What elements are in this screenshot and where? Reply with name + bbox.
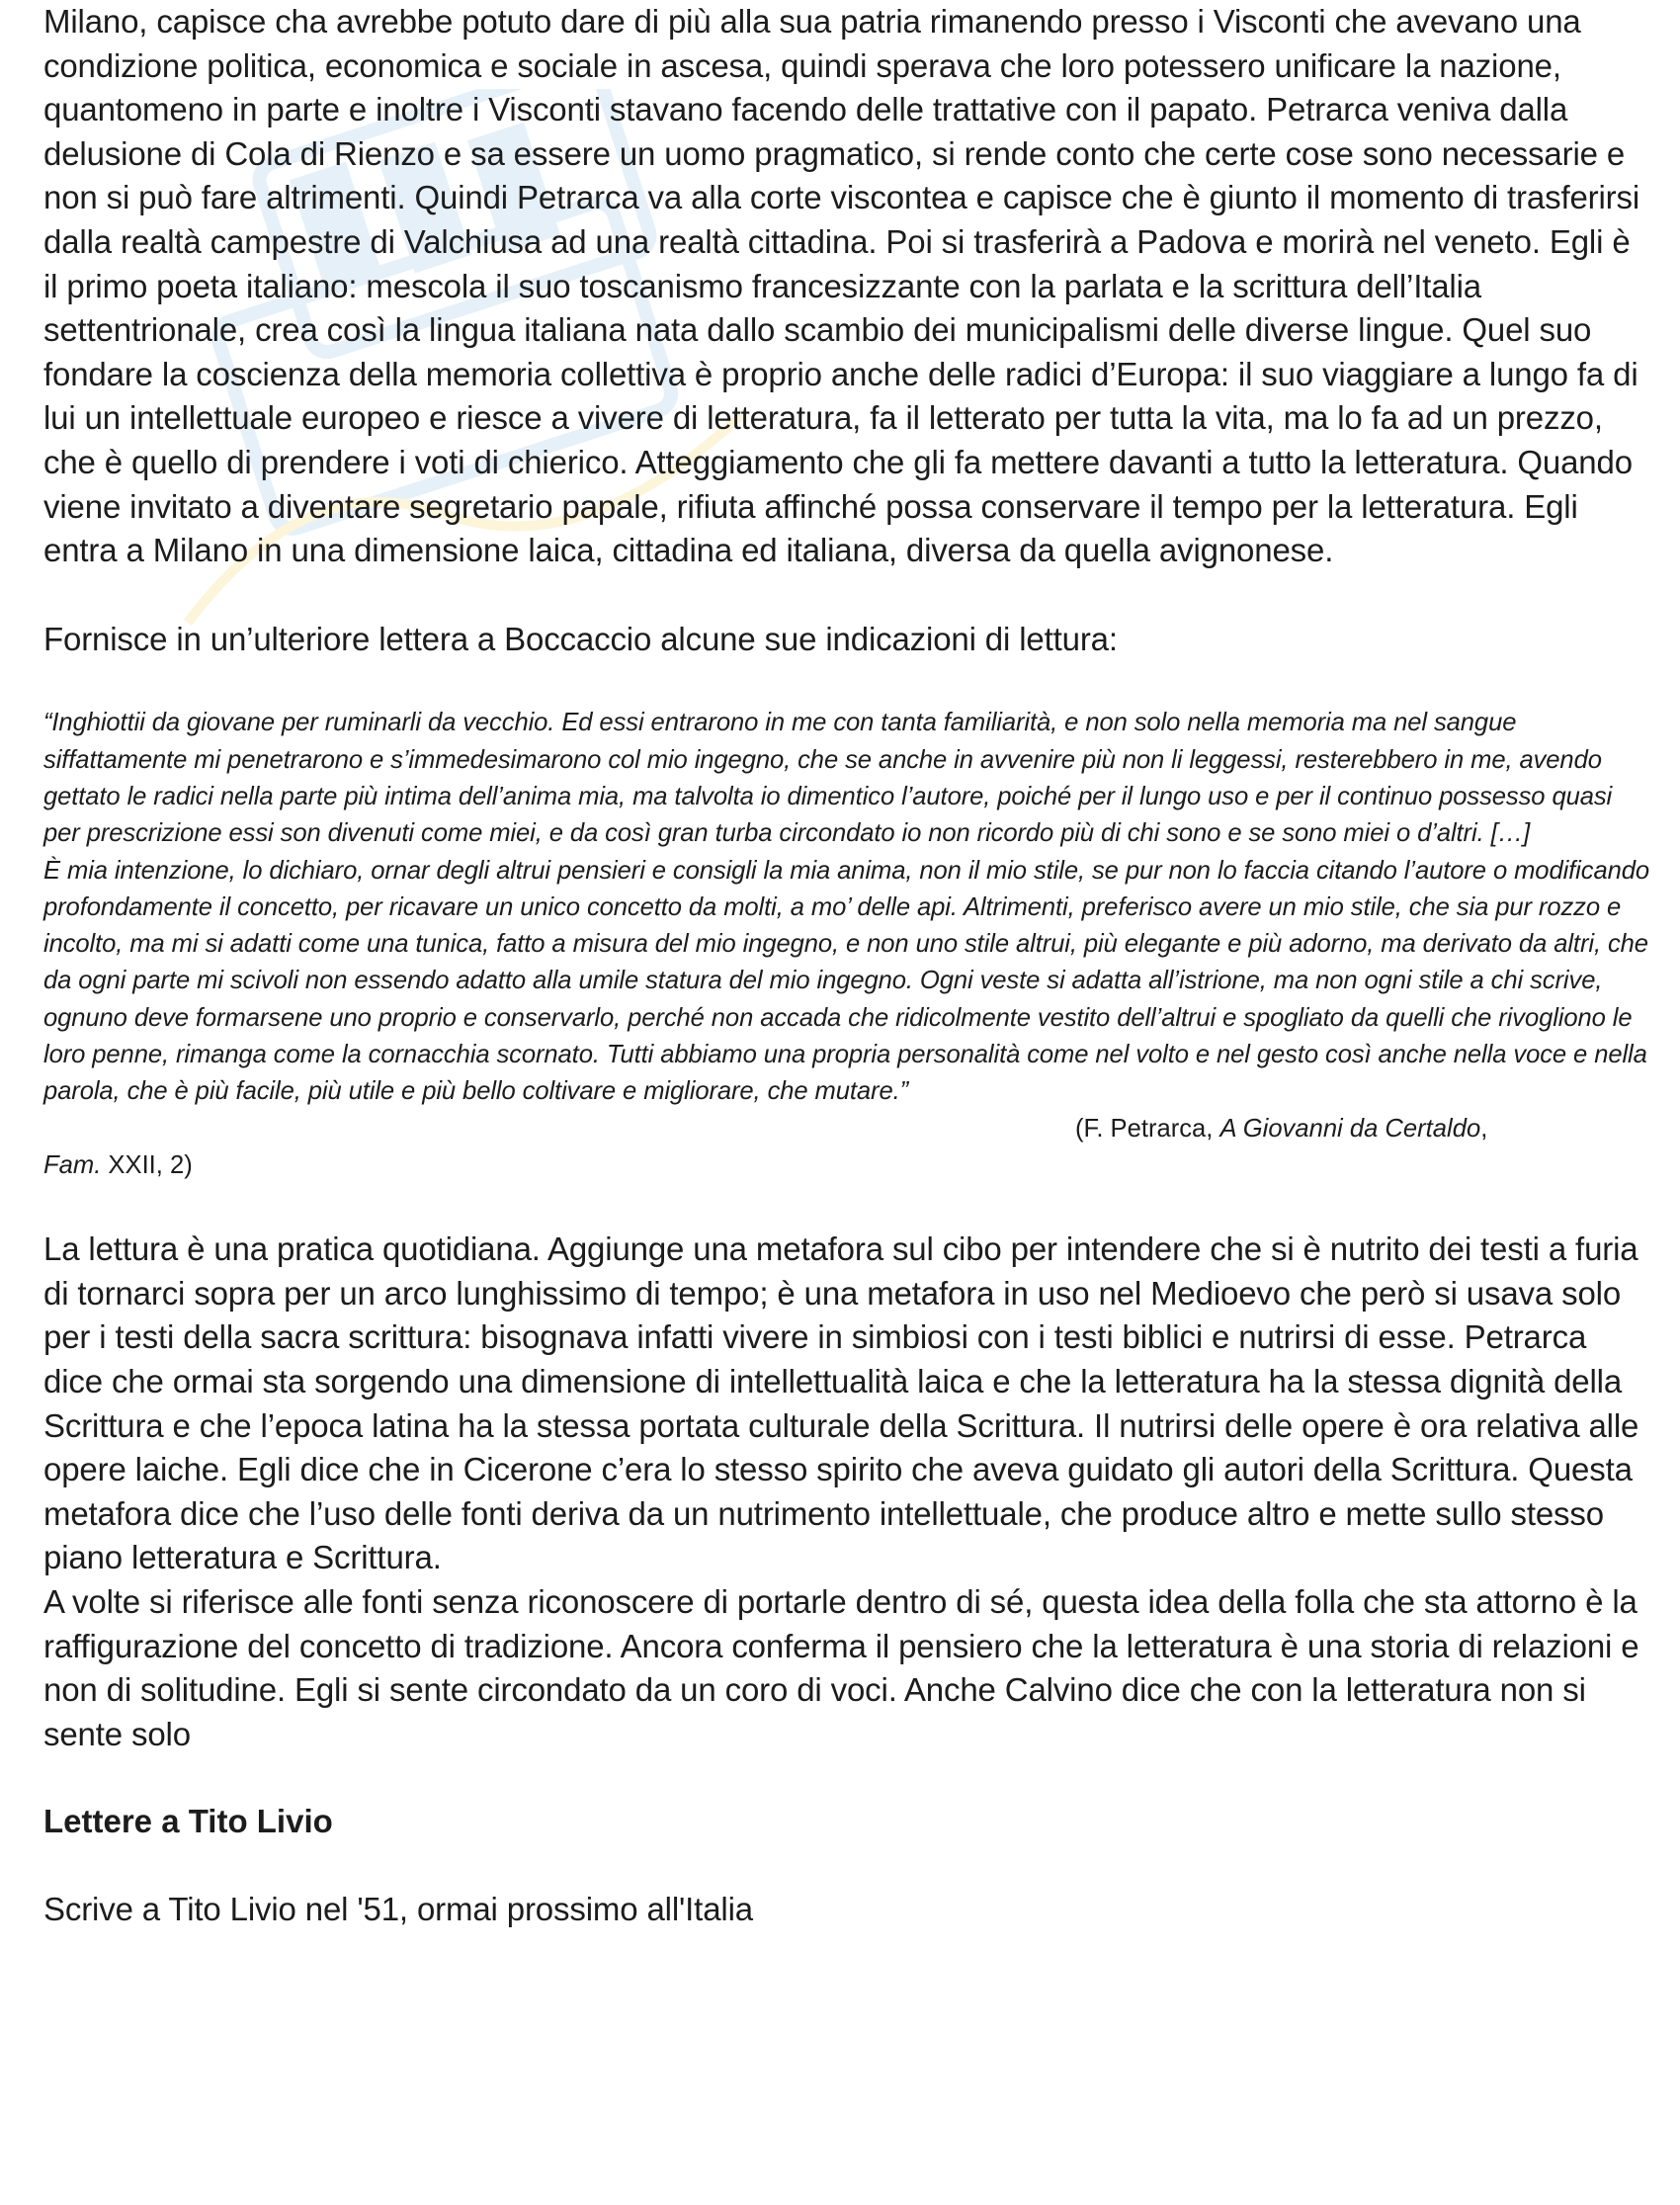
citation-source: Fam.	[43, 1150, 102, 1179]
last-line: Scrive a Tito Livio nel '51, ormai prossimo all'Italia	[43, 1890, 753, 1927]
citation-comma: ,	[1480, 1114, 1488, 1143]
intro-line: Fornisce in un’ulteriore lettera a Boccaccio alcune sue indicazioni di lettura:	[43, 620, 1118, 657]
citation-line-1	[43, 1111, 1649, 1147]
block-quote	[43, 705, 1649, 1110]
quote-part-2: È mia intenzione, lo dichiaro, ornar degli altrui pensieri e consigli la mia anima, non il mio stile, se pur non lo faccia citando l’autore o modificando profondamente il concetto, per ricavare un unico concetto da molti, a mo’ delle api. Altrimenti, preferisco avere un mio stile, che sia pur rozzo e incolto, ma mi si adatti come una tunica, fatto a misura del mio ingegno, e non uno stile altrui, più elegante e più adorno, ma derivato da altri, che da ogni parte mi scivoli non essendo adatto alla umile statura del mio ingegno. Ogni veste si adatta all’istrione, ma non ogni stile a chi scrive, ognuno deve formarsene uno proprio e conservarlo, perché non accada che ridicolmente vestito dell’altrui e spogliato da quelli che rivogliono le loro penne, rimanga come la cornacchia scornato. Tutti abbiamo una propria personalità come nel volto e nel gesto così anche nella voce e nella parola, che è più facile, più utile e più bello coltivare e migliorare, che mutare.”	[43, 856, 1649, 1106]
citation-prefix: (F. Petrarca,	[1075, 1114, 1220, 1143]
quote-part-1: “Inghiottii da giovane per ruminarli da vecchio. Ed essi entrarono in me con tanta familiarità, e non solo nella memoria ma nel sangue siffattamente mi penetrarono e s’immedesimarono col mio ingegno, che se anche in avvenire più non li leggessi, resterebbero in me, avendo gettato le radici nella parte più intima dell’anima mia, ma talvolta io dimentico l’autore, poiché per il lungo uso e per il continuo possesso quasi per prescrizione essi son divenuti come miei, e da così gran turba circondato io non ricordo più di chi sono e se sono miei o d’altri. […]	[43, 709, 1613, 848]
paragraph-lettura: La lettura è una pratica quotidiana. Aggiunge una metafora sul cibo per intendere che si è nutrito dei testi a furia di tornarci sopra per un arco lunghissimo di tempo; è una metafora in uso nel Medioevo che però si usava solo per i testi della sacra scrittura: bisognava infatti vivere in simbiosi con i testi biblici e nutrirsi di esse. Petrarca dice che ormai sta sorgendo una dimensione di intellettualità laica e che la letteratura ha la stessa dignità della Scrittura e che l’epoca latina ha la stessa portata culturale della Scrittura. Il nutrirsi delle opere è ora relativa alle opere laiche. Egli dice che in Cicerone c’era lo stesso spirito che aveva guidato gli autori della Scrittura. Questa metafora dice che l’uso delle fonti deriva da un nutrimento intellettuale, che produce altro e mette sullo stesso piano letteratura e Scrittura.	[43, 1230, 1639, 1576]
citation	[43, 1111, 1649, 1185]
citation-line-2	[43, 1147, 1649, 1184]
citation-work: A Giovanni da Certaldo	[1219, 1114, 1481, 1143]
paragraph-milano: Milano, capisce cha avrebbe potuto dare di più alla sua patria rimanendo presso i Visconti che avevano una condizione politica, economica e sociale in ascesa, quindi sperava che loro potessero unificare la nazione, quantomeno in parte e inoltre i Visconti stavano facendo delle trattative con il papato. Petrarca veniva dalla delusione di Cola di Rienzo e sa essere un uomo pragmatico, si rende conto che certe cose sono necessarie e non si può fare altrimenti. Quindi Petrarca va alla corte viscontea e capisce che è giunto il momento di trasferirsi dalla realtà campestre di Valchiusa ad una realtà cittadina. Poi si trasferirà a Padova e morirà nel veneto. Egli è il primo poeta italiano: mescola il suo toscanismo francesizzante con la parlata e la scrittura dell’Italia settentrionale, crea così la lingua italiana nata dallo scambio dei municipalismi delle diverse lingue. Quel suo fondare la coscienza della memoria collettiva è proprio anche delle radici d’Europa: il suo viaggiare a lungo fa di lui un intellettuale europeo e riesce a vivere di letteratura, fa il letterato per tutta la vita, ma lo fa ad un prezzo, che è quello di prendere i voti di chierico. Atteggiamento che gli fa mettere davanti a tutto la letteratura. Quando viene invitato a diventare segretario papale, rifiuta affinché possa conservare il tempo per la letteratura. Egli entra a Milano in una dimensione laica, cittadina ed italiana, diversa da quella avignonese.	[43, 3, 1640, 569]
section-heading: Lettere a Tito Livio	[43, 1803, 333, 1840]
paragraph-fonti: A volte si riferisce alle fonti senza riconoscere di portarle dentro di sé, questa idea della folla che sta attorno è la raffigurazione del concetto di tradizione. Ancora conferma il pensiero che la letteratura è una storia di relazioni e non di solitudine. Egli si sente circondato da un coro di voci. Anche Calvino dice che con la letteratura non si sente solo	[43, 1582, 1639, 1752]
citation-ref: XXII, 2)	[101, 1150, 193, 1179]
document-page	[43, 0, 1649, 1931]
